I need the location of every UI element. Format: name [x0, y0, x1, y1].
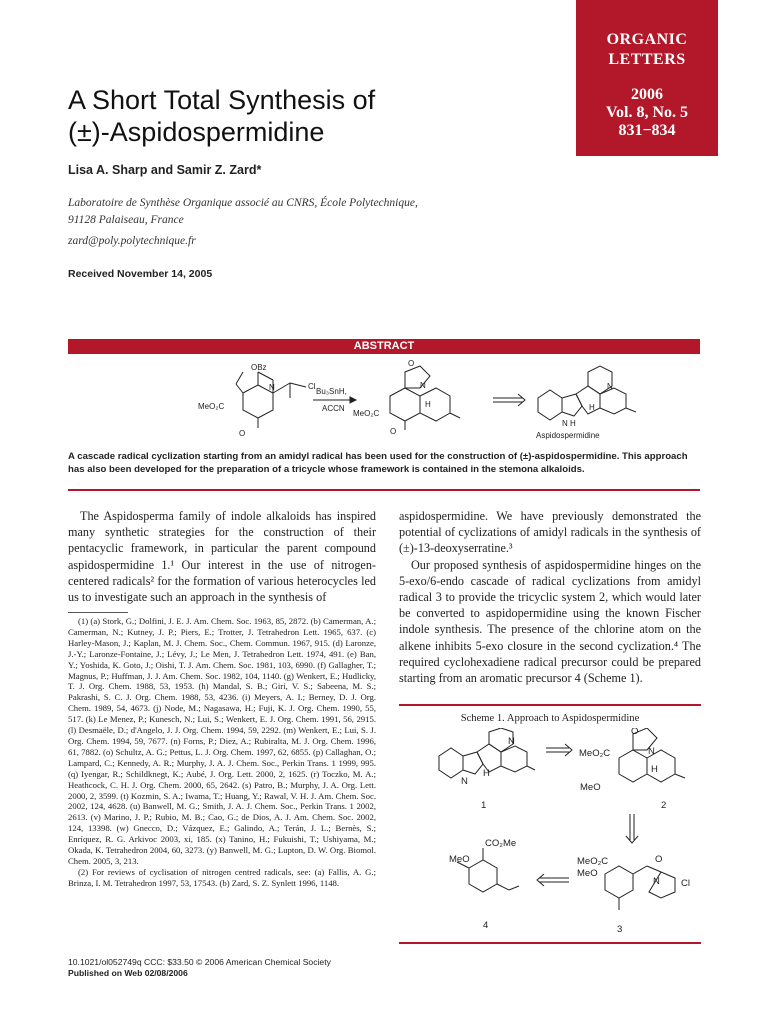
abstract-graphic: [68, 358, 700, 448]
scheme-label-o2: O: [655, 854, 663, 865]
publication-info: [68, 957, 331, 979]
title-line-2: (±)-Aspidospermidine: [68, 117, 325, 147]
journal-pages: 831−834: [618, 122, 676, 139]
scheme-label-n4: N: [653, 876, 660, 887]
compound-2-label: 2: [661, 800, 667, 811]
abs-label-reagent1: Bu₃SnH,: [316, 387, 347, 396]
authors: Lisa A. Sharp and Samir Z. Zard*: [68, 163, 262, 177]
abs-label-obz: OBz: [251, 363, 267, 372]
scheme-label-n3: N: [648, 746, 655, 757]
body-paragraph-3: Our proposed synthesis of aspidospermidine hinges on the 5-exo/6-endo cascade of radical cyclizations from amidyl radical 3 to provide the tricyclic system 2, which would later be converted to aspidopermidine using the known Fischer indole synthesis. The presence of the chlorine atom on the alkene inhibits 5-exo closure in the second cyclization.⁴ The required cyclohexadiene radical precursor could be prepared starting from an aromatic precursor 4 (Scheme 1).: [399, 557, 701, 686]
journal-name-line1: ORGANIC: [606, 31, 688, 48]
compound-1-label: 1: [481, 800, 487, 811]
abstract-header: ABSTRACT: [68, 339, 700, 354]
compound-4-label: 4: [483, 920, 489, 931]
footnote-divider: [68, 612, 128, 613]
journal-volume: Vol. 8, No. 5: [605, 104, 689, 121]
footnote-1: (1) (a) Stork, G.; Dolfini, J. E. J. Am. Chem. Soc. 1963, 85, 2872. (b) Camerman, A.; Camerman, N.; Kutney, J. P.; Piers, E.; Trotter, J. Tetrahedron Lett. 1965, 637. (c) Harley-Mason, J.; Kaplan, M. J. Chem. Soc., Chem. Commun. 1967, 915. (d) Laronze, J.-Y.; Laronze-Fontaine, J.; Lévy, J.; Le Men, J. Tetrahedron Lett. 1974, 491. (e) Ban, Y.; Yoshida, K. Goto, J.; Oishi, T. J. Am. Chem. Soc. 1981, 103, 6990. (f) Gallagher, T.; Magnus, P.; Huffman, J. J. Am. Chem. Soc. 1982, 104, 1140. (g) Wenkert, E.; Hudlicky, T. J. Org. Chem. 1988, 53, 1953. (h) Mandal, S. B.; Giri, V. S.; Sabeena, M. S.; Pakrashi, S. C. J. Org. Chem. 1988, 53, 4236. (i) Meyers, A. I.; Berney, D. J. Org. Chem. 1989, 54, 4673. (j) Node, M.; Nagasawa, H.; Fuji, K. J. Org. Chem. 1990, 55, 517. (k) Le Menez, P.; Kunesch, N.; Lui, S.; Wenkert, E. J. Org. Chem. 1991, 56, 2915. (l) Desmaële, D.; d'Angelo, J. J. Org. Chem. 1994, 59, 2292. (m) Wenkert, E.; Lui, S. J. Org. Chem. 1994, 59, 7677. (n) Forns, P.; Diez, A.; Rubiralta, M. J. Org. Chem. 1996, 61, 7882. (o) Schultz, A. G.; Pettus, L. J. Org. Chem. 1997, 62, 6855. (p) Callaghan, O.; Lampard, C.; Kennedy, A. R.; Murphy, J. A. J. Chem. Soc., Perkin Trans. 1 1999, 995. (q) Iyengar, R.; Schildknegt, K.; Aubé, J. Org. Lett. 2000, 2, 1625. (r) Toczko, M. A.; Heathcock, C. H. J. Org. Chem. 2000, 65, 2642. (s) Patro, B.; Murphy, J. A. Org. Lett. 2000, 2, 3599. (t) Kozmin, S. A.; Iwama, T.; Huang, Y.; Rawal, V. H. J. Am. Chem. Soc. 2002, 124, 4628. (u) Banwell, M. G.; Smith, J. A. J. Chem. Soc., Perkin Trans. 1 2002, 2613. (v) Marino, J. P.; Rubio, M. B.; Cao, G.; de Dios, A. J. Am. Chem. Soc. 2002, 124, 13398. (w) Gnecco, D.; Vázquez, E.; Galindo, A.; Terán, J. L.; Bernès, S.; Enríquez, R. G. Arkivoc 2003, xi, 185. (x) Tanino, H.; Fukuishi, T.; Ushiyama, M.; Okada, K. Tetrahedron 2004, 60, 3273. (y) Banwell, M. G.; Lupton, D. W. Org. Biomol. Chem. 2005, 3, 213.: [68, 616, 376, 866]
scheme-bottom-rule: [399, 942, 701, 944]
footnote-2: (2) For reviews of cyclisation of nitrogen centred radicals, see: (a) Fallis, A. G.; Brinza, I. M. Tetrahedron 1997, 53, 17543. (b) Zard, S. Z. Synlett 1996, 1148.: [68, 866, 376, 888]
journal-badge: [576, 0, 718, 156]
scheme-label-o1: O: [631, 728, 639, 737]
body-paragraph-2: aspidospermidine. We have previously demonstrated the potential of cyclizations of amidyl radicals in the synthesis of (±)-13-deoxyserratine.³: [399, 509, 701, 556]
scheme-label-h1: H: [483, 768, 490, 779]
journal-year: 2006: [631, 86, 663, 103]
scheme-label-h2: H: [651, 764, 658, 775]
footnotes: [68, 616, 376, 889]
received-date: Received November 14, 2005: [68, 268, 213, 280]
abs-label-nh: N H: [562, 419, 576, 428]
scheme-label-n2: N: [508, 736, 515, 747]
scheme-label-n1: N: [461, 776, 468, 787]
abs-label-cl: Cl: [308, 382, 316, 391]
abs-label-reagent2: ACCN: [322, 404, 345, 413]
body-column-1: [68, 508, 376, 605]
scheme-top-rule: [399, 704, 701, 706]
published-date: Published on Web 02/08/2006: [68, 968, 188, 978]
abs-label-meo2c-2: MeO₂C: [353, 409, 380, 418]
abs-label-n2: N: [420, 381, 426, 390]
abstract-divider: [68, 489, 700, 491]
abs-label-o2: O: [408, 359, 415, 368]
affiliation-line-1: Laboratoire de Synthèse Organique associé au CNRS, École Polytechnique,: [68, 197, 418, 209]
scheme-label-meo-1: MeO: [580, 782, 601, 793]
abs-label-product: Aspidospermidine: [536, 431, 600, 440]
journal-name-line2: LETTERS: [608, 51, 686, 68]
doi-line: 10.1021/ol052749q CCC: $33.50 © 2006 American Chemical Society: [68, 957, 331, 967]
affiliation-line-2: 91128 Palaiseau, France: [68, 214, 184, 226]
scheme-label-meo-2: MeO: [577, 868, 598, 879]
abs-label-h1: H: [425, 400, 431, 409]
abs-label-o1: O: [239, 429, 246, 438]
abs-label-o3: O: [390, 427, 397, 436]
article-title: [68, 84, 548, 148]
affiliation: [68, 195, 528, 229]
body-paragraph-1: The Aspidosperma family of indole alkaloids has inspired many synthetic strategies for the construction of their pentacyclic framework, in particular the parent compound aspidospermidine 1.¹ Our interest in the use of nitrogen-centered radicals² for the formation of various heterocycles led us to investigate such an approach in the synthesis of: [68, 509, 376, 605]
compound-3-label: 3: [617, 924, 623, 935]
abs-label-meo2c-1: MeO₂C: [198, 402, 225, 411]
scheme-label-cl: Cl: [681, 878, 690, 889]
title-line-1: A Short Total Synthesis of: [68, 85, 376, 115]
abs-label-n3: N: [607, 382, 613, 391]
abstract-text: A cascade radical cyclization starting from an amidyl radical has been used for the construction of (±)-aspidospermidine. This approach has also been developed for the preparation of a tricycle whose framework is contained in the stemona alkaloids.: [68, 451, 688, 475]
scheme-label-meo-3: MeO: [449, 854, 470, 865]
scheme-graphic: [399, 728, 701, 938]
abs-label-h2: H: [589, 403, 595, 412]
scheme-label-co2me: CO₂Me: [485, 838, 517, 849]
abs-label-n1: N: [269, 383, 275, 392]
scheme-caption: Scheme 1. Approach to Aspidospermidine: [460, 713, 640, 724]
scheme-label-meo2c-2: MeO₂C: [577, 856, 609, 867]
body-column-2: [399, 508, 701, 686]
author-email[interactable]: zard@poly.polytechnique.fr: [68, 235, 196, 247]
scheme-label-meo2c-1: MeO₂C: [579, 748, 611, 759]
